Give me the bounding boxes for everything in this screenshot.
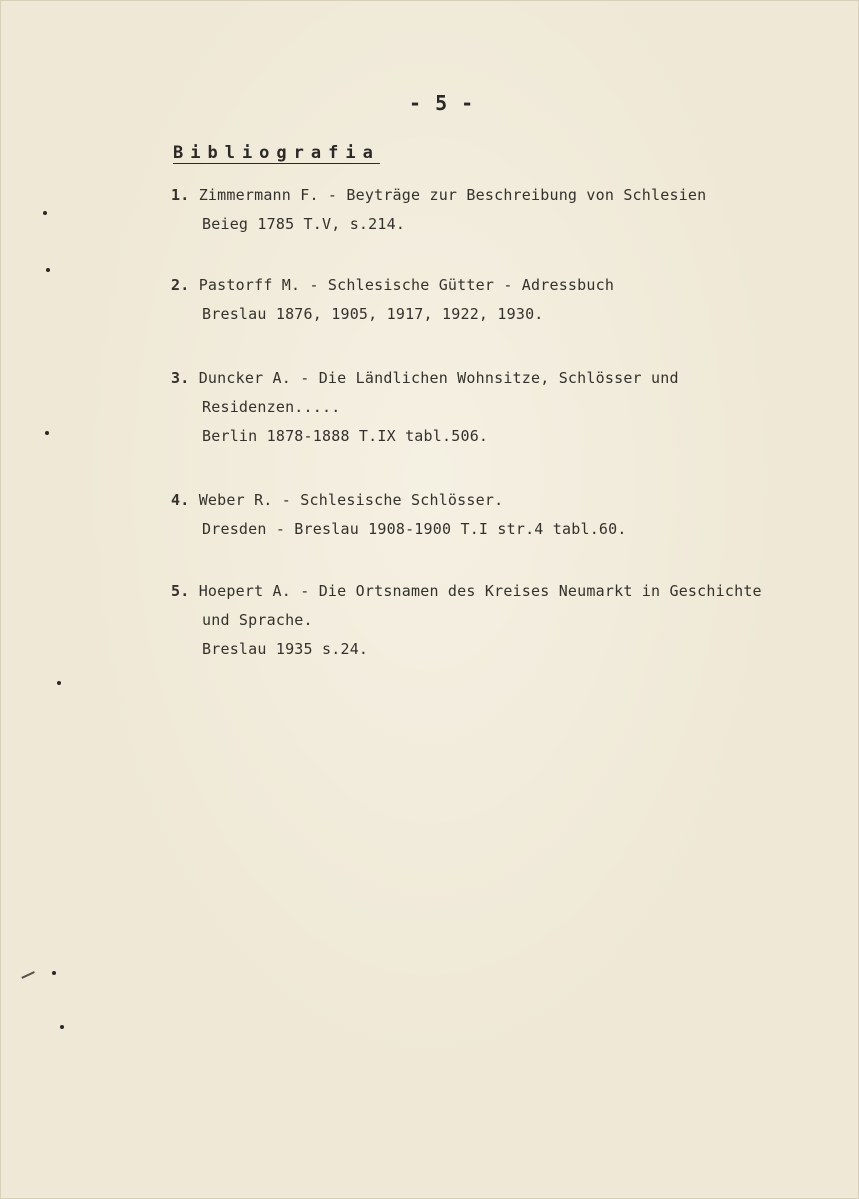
entry-publication: Breslau 1935 s.24.	[202, 640, 369, 658]
scan-dot-mark	[45, 431, 49, 435]
entry-text: Pastorff M. - Schlesische Gütter - Adressbuch	[198, 276, 615, 294]
entry-text-continued: und Sprache.	[202, 611, 313, 629]
entry-number: 2.	[171, 276, 190, 294]
scan-dot-mark	[60, 1025, 64, 1029]
bibliography-entry-1	[171, 181, 706, 239]
entry-text: Weber R. - Schlesische Schlösser.	[198, 491, 504, 509]
entry-number: 3.	[171, 369, 190, 387]
bibliography-entry-5	[171, 577, 762, 664]
entry-publication: Berlin 1878-1888 T.IX tabl.506.	[202, 427, 489, 445]
scan-pen-mark	[21, 971, 34, 978]
scan-dot-mark	[46, 268, 50, 272]
entry-text-continued: Residenzen.....	[202, 398, 341, 416]
bibliography-entry-3	[171, 364, 679, 451]
scan-dot-mark	[43, 211, 47, 215]
bibliography-entry-4	[171, 486, 627, 544]
entry-publication: Breslau 1876, 1905, 1917, 1922, 1930.	[202, 305, 544, 323]
bibliography-heading: Bibliografia	[173, 143, 380, 163]
entry-publication: Dresden - Breslau 1908-1900 T.I str.4 tabl.60.	[202, 520, 627, 538]
entry-text: Duncker A. - Die Ländlichen Wohnsitze, Schlösser und	[198, 369, 679, 387]
bibliography-entry-2	[171, 271, 614, 329]
page-number: - 5 -	[409, 91, 475, 115]
entry-number: 1.	[171, 186, 190, 204]
entry-number: 5.	[171, 582, 190, 600]
entry-publication: Beieg 1785 T.V, s.214.	[202, 215, 406, 233]
entry-text: Zimmermann F. - Beyträge zur Beschreibung von Schlesien	[198, 186, 707, 204]
scan-dot-mark	[57, 681, 61, 685]
entry-text: Hoepert A. - Die Ortsnamen des Kreises Neumarkt in Geschichte	[198, 582, 762, 600]
entry-number: 4.	[171, 491, 190, 509]
scan-dot-mark	[52, 971, 56, 975]
